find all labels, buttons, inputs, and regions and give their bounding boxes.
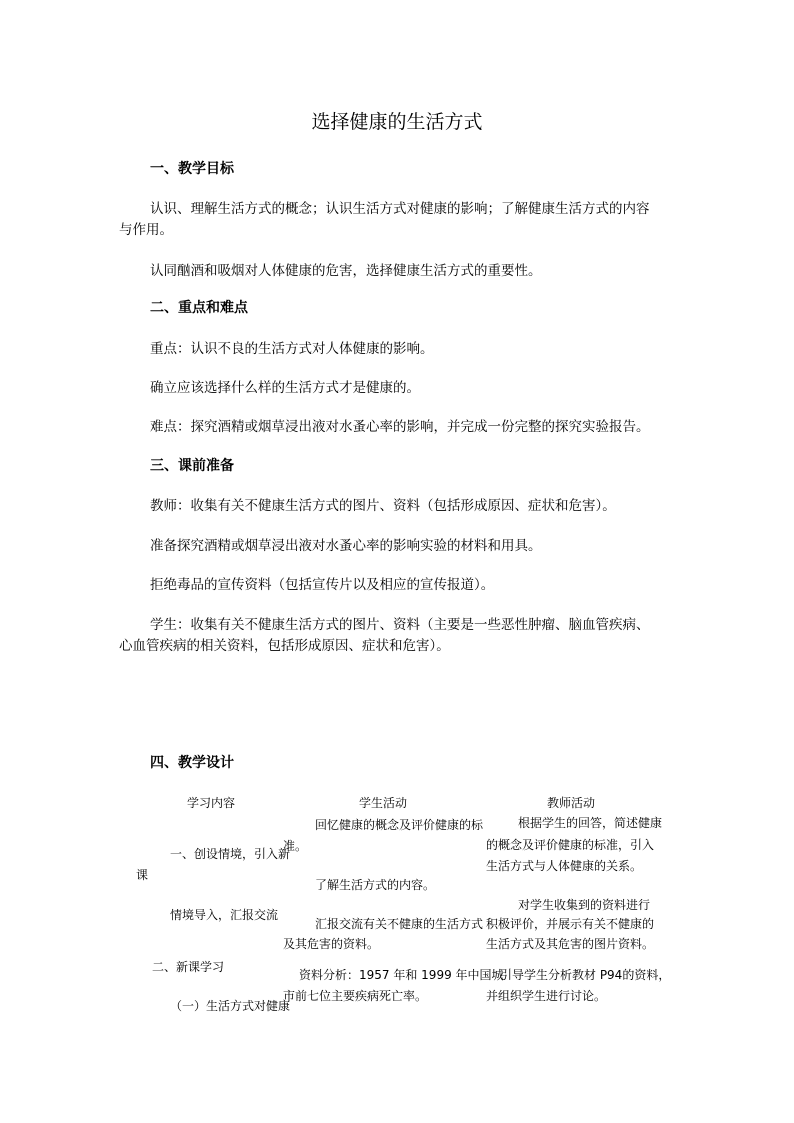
table-cell-teacher-r4-line-1: 引导学生分析教材 P94的资料， bbox=[500, 968, 671, 982]
section-heading-objectives: 一、教学目标 bbox=[150, 161, 234, 177]
preparation-anti-drug-paragraph: 拒绝毒品的宣传资料（包括宣传片以及相应的宣传报道）。 bbox=[150, 577, 495, 593]
table-cell-student-r1-line-2: 准。 bbox=[283, 839, 308, 853]
table-cell-teacher-r3-line-2: 积极评价，并展示有关不健康的 bbox=[486, 917, 655, 931]
table-cell-student-r3-line-1: 汇报交流有关不健康的生活方式 bbox=[315, 917, 484, 931]
table-cell-student-r4-line-1: 资料分析：1957 年和 1999 年中国城 bbox=[299, 968, 504, 982]
table-header-student-activity: 学生活动 bbox=[359, 796, 408, 810]
table-cell-content-r1-line-2: 课 bbox=[136, 868, 149, 882]
table-cell-content-r1-line-1: 一、创设情境，引入新 bbox=[170, 847, 291, 861]
preparation-student-paragraph-line-1: 学生：收集有关不健康生活方式的图片、资料（主要是一些恶性肿瘤、脑血管疾病、 bbox=[150, 617, 650, 633]
key-point-paragraph: 重点：认识不良的生活方式对人体健康的影响。 bbox=[150, 341, 434, 357]
table-cell-teacher-r4-line-2: 并组织学生进行讨论。 bbox=[486, 989, 607, 1003]
table-cell-content-r4: 二、新课学习 bbox=[152, 960, 225, 974]
table-cell-student-r4-line-2: 市前七位主要疾病死亡率。 bbox=[283, 989, 428, 1003]
table-header-content: 学习内容 bbox=[187, 796, 236, 810]
key-point-paragraph-2: 确立应该选择什么样的生活方式才是健康的。 bbox=[150, 380, 420, 396]
table-cell-student-r2: 了解生活方式的内容。 bbox=[315, 878, 436, 892]
table-cell-teacher-r1-line-2: 的概念及评价健康的标准，引入 bbox=[486, 838, 655, 852]
table-cell-teacher-r3-line-1: 对学生收集到的资料进行 bbox=[518, 898, 651, 912]
preparation-student-paragraph-line-2: 心血管疾病的相关资料，包括形成原因、症状和危害）。 bbox=[119, 638, 450, 654]
table-cell-teacher-r3-line-3: 生活方式及其危害的图片资料。 bbox=[486, 937, 655, 951]
page-title: 选择健康的生活方式 bbox=[311, 111, 483, 133]
table-cell-student-r3-line-2: 及其危害的资料。 bbox=[283, 937, 380, 951]
table-cell-content-r5: （一）生活方式对健康 bbox=[170, 999, 291, 1013]
difficulty-paragraph: 难点：探究酒精或烟草浸出液对水蚤心率的影响，并完成一份完整的探究实验报告。 bbox=[150, 419, 650, 435]
objectives-paragraph-1-line-2: 与作用。 bbox=[119, 222, 173, 238]
section-heading-key-points: 二、重点和难点 bbox=[150, 300, 248, 316]
objectives-paragraph-1-line-1: 认识、理解生活方式的概念；认识生活方式对健康的影响；了解健康生活方式的内容 bbox=[150, 201, 650, 217]
table-cell-student-r1-line-1: 回忆健康的概念及评价健康的标 bbox=[315, 818, 484, 832]
table-cell-content-r3: 情境导入，汇报交流 bbox=[170, 908, 279, 922]
table-header-teacher-activity: 教师活动 bbox=[547, 796, 596, 810]
section-heading-preparation: 三、课前准备 bbox=[150, 458, 234, 474]
objectives-paragraph-2: 认同酗酒和吸烟对人体健康的危害，选择健康生活方式的重要性。 bbox=[150, 263, 542, 279]
section-heading-teaching-design: 四、教学设计 bbox=[150, 755, 234, 771]
table-cell-teacher-r1-line-3: 生活方式与人体健康的关系。 bbox=[486, 859, 643, 873]
preparation-materials-paragraph: 准备探究酒精或烟草浸出液对水蚤心率的影响实验的材料和用具。 bbox=[150, 538, 542, 554]
table-cell-teacher-r1-line-1: 根据学生的回答，简述健康 bbox=[518, 816, 663, 830]
preparation-teacher-paragraph: 教师：收集有关不健康生活方式的图片、资料（包括形成原因、症状和危害）。 bbox=[150, 498, 616, 514]
